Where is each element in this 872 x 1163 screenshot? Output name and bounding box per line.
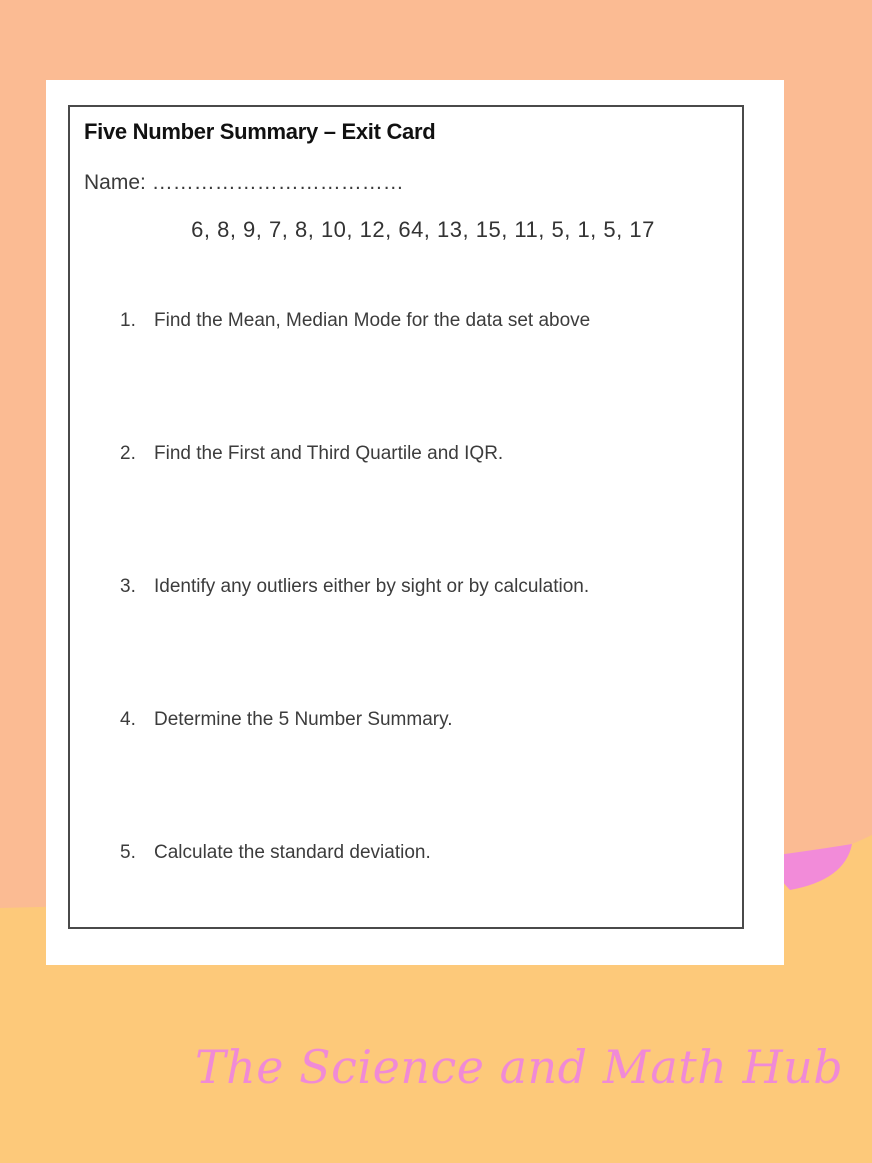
name-label: Name: xyxy=(84,171,146,194)
question-1 xyxy=(120,310,590,332)
data-set: 6, 8, 9, 7, 8, 10, 12, 64, 13, 15, 11, 5, 1, 5, 17 xyxy=(191,217,655,242)
question-5 xyxy=(120,842,431,864)
question-number: 1. xyxy=(120,310,136,331)
question-number: 5. xyxy=(120,842,136,863)
worksheet-paper xyxy=(46,80,784,965)
question-text: Determine the 5 Number Summary. xyxy=(154,709,453,730)
question-text: Find the Mean, Median Mode for the data set above xyxy=(154,310,591,331)
question-3 xyxy=(120,576,589,598)
worksheet-title: Five Number Summary – Exit Card xyxy=(84,119,436,144)
question-text: Calculate the standard deviation. xyxy=(154,842,431,863)
exit-card xyxy=(68,105,744,929)
question-text: Find the First and Third Quartile and IQR. xyxy=(154,443,504,464)
question-4 xyxy=(120,709,452,731)
question-number: 2. xyxy=(120,443,136,464)
question-number: 3. xyxy=(120,576,136,597)
brand-watermark: The Science and Math Hub xyxy=(195,1040,844,1094)
name-blank: ……………………………… xyxy=(151,171,404,194)
name-field xyxy=(84,171,404,195)
question-2 xyxy=(120,443,503,465)
question-text: Identify any outliers either by sight or by calculation. xyxy=(154,576,590,597)
question-number: 4. xyxy=(120,709,136,730)
